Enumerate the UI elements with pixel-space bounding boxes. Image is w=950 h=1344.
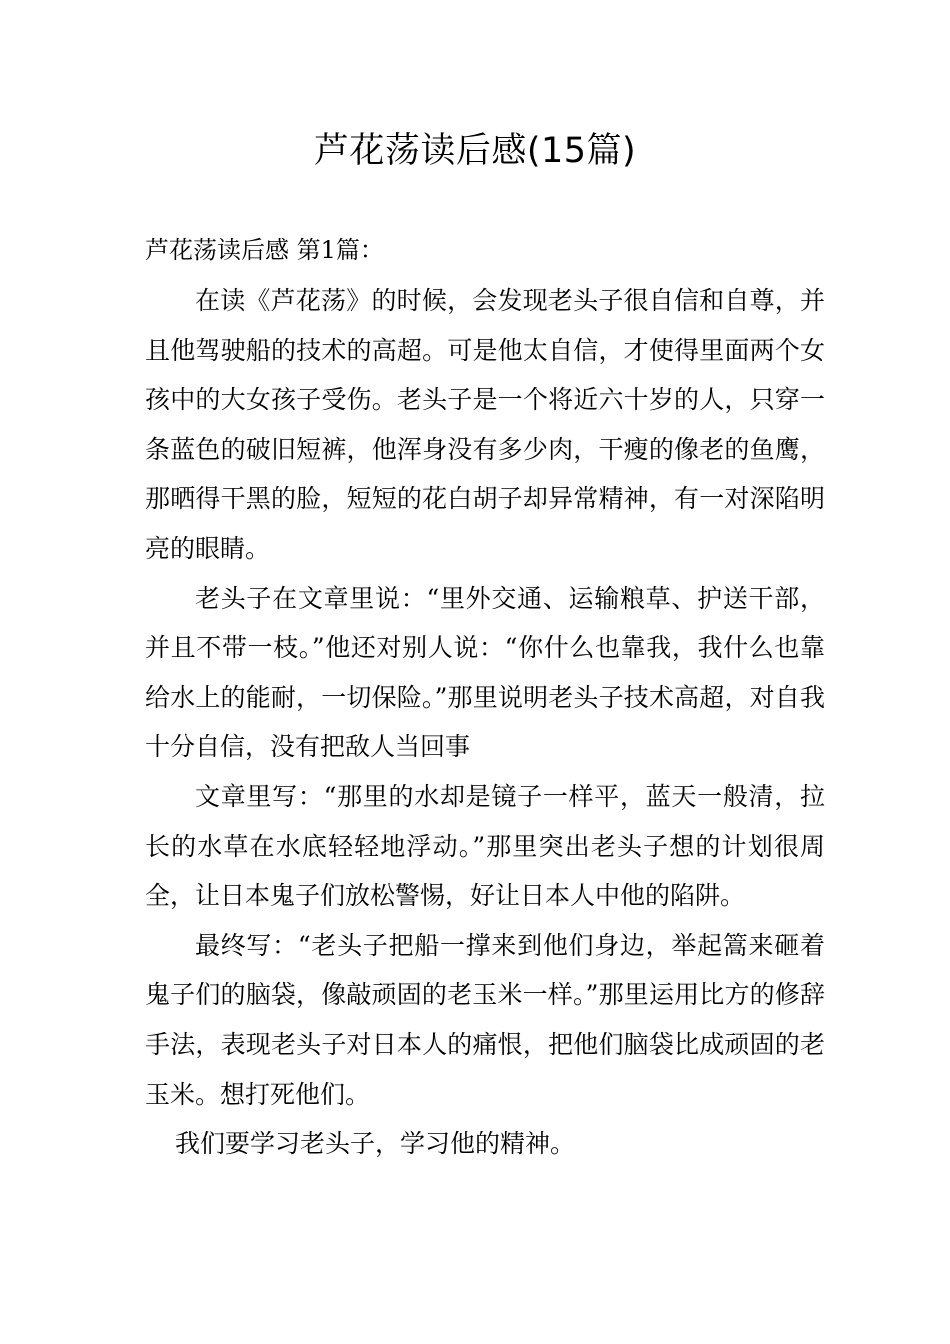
document-body (145, 276, 825, 1169)
paragraph: 我们要学习老头子，学习他的精神。 (175, 1129, 576, 1159)
paragraph: 文章里写：“那里的水却是镜子一样平，蓝天一般清，拉长的水草在水底轻轻地浮动。”那里突出老头子想的计划很周全，让日本鬼子们放松警惕，好让日本人中他的陷阱。 (145, 781, 825, 911)
paragraph: 最终写：“老头子把船一撑来到他们身边，举起篙来砸着鬼子们的脑袋，像敲顽固的老玉米一样。”那里运用比方的修辞手法，表现老头子对日本人的痛恨，把他们脑袋比成顽固的老玉米。想打死他们。 (145, 930, 825, 1109)
document-title: 芦花荡读后感(15篇) (313, 131, 637, 171)
section-heading: 芦花荡读后感 第1篇： (145, 236, 384, 264)
paragraph: 在读《芦花荡》的时候，会发现老头子很自信和自尊，并且他驾驶船的技术的高超。可是他太自信，才使得里面两个女孩中的大女孩子受伤。老头子是一个将近六十岁的人，只穿一条蓝色的破旧短裤，他浑身没有多少肉，干瘦的像老的鱼鹰，那晒得干黑的脸，短短的花白胡子却异常精神，有一对深陷明亮的眼睛。 (145, 286, 825, 563)
paragraph: 老头子在文章里说：“里外交通、运输粮草、护送干部，并且不带一枝。”他还对别人说：“你什么也靠我，我什么也靠给水上的能耐，一切保险。”那里说明老头子技术高超，对自我十分自信，没有把敌人当回事 (145, 583, 825, 762)
